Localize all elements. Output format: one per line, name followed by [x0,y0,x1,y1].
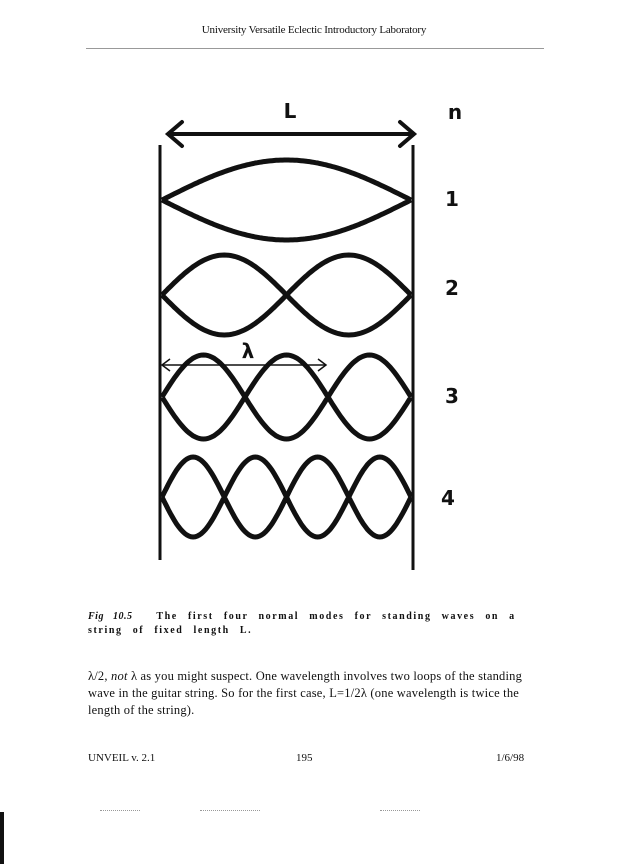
body-text-start: λ/2, [88,669,112,683]
scan-dots [380,810,420,812]
scan-dots [100,810,140,812]
body-text-not: not [111,669,128,683]
mode-number-3: 3 [445,384,459,408]
running-header: University Versatile Eclectic Introductory Laboratory [201,24,427,36]
body-text-rest: λ as you might suspect. One wavelength involves two loops of the standing wave in the guitar string. So for the first case, L=1/2λ (one wavelength is twice the length of the string). [88,669,523,717]
mode-number-2: 2 [445,276,459,300]
n-header: n [447,100,463,124]
caption-text: The first four normal modes for standing waves on a string of fixed length L. [88,611,516,636]
scan-dots [200,810,260,812]
mode-3-wave [162,355,411,439]
figure-caption [88,610,518,638]
body-paragraph [88,668,528,719]
figure-id: Fig 10.5 [88,611,133,622]
length-arrow [168,122,414,146]
wavelength-label: λ [241,339,255,363]
scan-edge-mark [0,812,4,864]
length-label: L [283,99,297,123]
page-number: 195 [296,752,313,764]
mode-number-4: 4 [441,486,455,510]
mode-number-1: 1 [445,187,459,211]
mode-4-wave [162,457,411,537]
mode-2-wave [162,255,411,335]
footer-version: UNVEIL v. 2.1 [88,752,156,764]
footer-date: 1/6/98 [496,752,525,764]
mode-1-wave [162,160,411,240]
